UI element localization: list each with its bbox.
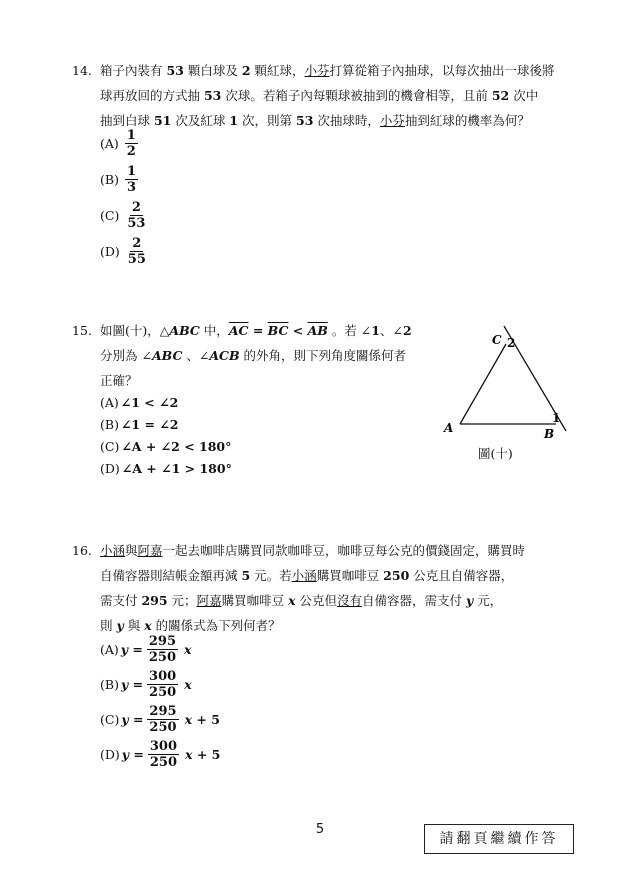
option-text: ∠A + ∠1 > 180° <box>121 461 232 476</box>
text-segment: 與 <box>125 543 138 558</box>
segment-ac: $\overline{AC}$ <box>228 323 249 338</box>
denominator: 250 <box>149 685 177 700</box>
option-d <box>100 456 232 481</box>
variable-x: x <box>184 712 193 727</box>
variable-x: x <box>185 747 193 762</box>
text-segment: 次及紅球 <box>171 113 230 128</box>
number-2: 2 <box>241 63 251 78</box>
text-segment: 抽到紅球的機率為何？ <box>404 113 530 128</box>
text-segment: 球再放回的方式抽 <box>100 88 204 103</box>
option-label: (B) <box>100 677 119 692</box>
question-text-line <box>100 343 406 368</box>
number-1: 1 <box>229 113 239 128</box>
angle-acb: ACB <box>209 348 240 363</box>
option-label: (A) <box>100 395 119 410</box>
fraction <box>147 704 178 735</box>
angle-label-2: 2 <box>507 336 516 350</box>
question-text-line <box>100 563 513 588</box>
person-name: 阿嘉 <box>196 593 222 608</box>
figure-caption: 圖(十) <box>478 446 513 461</box>
text-segment: 公克且自備容器， <box>409 568 514 583</box>
fraction <box>125 200 147 231</box>
text-segment: 打算從箱子內抽球，以每次抽出一球後將 <box>329 63 555 78</box>
text-segment: 如圖(十)，△ <box>100 323 170 338</box>
emphasis-no: 沒有 <box>337 593 363 608</box>
question-number: 14. <box>72 63 92 78</box>
denominator: 250 <box>149 720 177 735</box>
numerator: 295 <box>149 704 177 719</box>
fraction <box>147 669 178 700</box>
option-a <box>100 634 191 665</box>
denominator: 250 <box>149 755 178 770</box>
angle-label-1: 1 <box>552 411 561 425</box>
option-c <box>100 704 220 735</box>
question-text-line <box>100 108 530 133</box>
text-segment: 購買咖啡豆 <box>316 568 384 583</box>
text-segment: 抽到白球 <box>100 113 154 128</box>
segment-bc: $\overline{BC}$ <box>267 323 289 338</box>
text-segment: 、∠ <box>182 348 210 363</box>
side-ac <box>460 344 506 424</box>
option-label: (B) <box>100 172 119 187</box>
option-d <box>100 236 152 267</box>
equation-rhs <box>184 672 191 697</box>
angle-2: 2 <box>402 323 412 338</box>
angle-1: 1 <box>371 323 380 338</box>
option-label: (B) <box>100 417 119 432</box>
text-segment: 需支付 <box>100 593 142 608</box>
option-label: (C) <box>100 439 120 454</box>
number-52: 52 <box>491 88 510 103</box>
text-segment: 購買咖啡豆 <box>221 593 289 608</box>
equation-rhs <box>185 707 220 732</box>
fraction <box>148 739 179 770</box>
numerator: 2 <box>132 236 142 251</box>
numerator: 1 <box>126 128 136 143</box>
variable-y: y <box>116 618 124 633</box>
text-segment: 分別為 ∠ <box>100 348 152 363</box>
option-label: (A) <box>100 136 119 151</box>
option-text: ∠A + ∠2 < 180° <box>121 439 232 454</box>
equation-lhs: y = <box>121 712 144 727</box>
segment-ab: $\overline{AB}$ <box>307 323 328 338</box>
number-51: 51 <box>153 113 172 128</box>
option-b <box>100 164 142 195</box>
constant-term: + 5 <box>192 747 221 762</box>
option-d <box>100 739 220 770</box>
fraction <box>125 164 138 195</box>
numerator: 300 <box>149 669 177 684</box>
text-segment: 次，則第 <box>238 113 296 128</box>
text-segment: 一起去咖啡店購買同款咖啡豆，咖啡豆每公克的價錢固定，購買時 <box>162 543 526 558</box>
option-label: (D) <box>100 244 120 259</box>
fraction <box>147 634 178 665</box>
variable-x: x <box>144 618 152 633</box>
equation-lhs: y = <box>121 747 144 762</box>
variable-x: x <box>184 642 192 657</box>
denominator: 2 <box>126 144 136 159</box>
variable-y: y <box>466 593 474 608</box>
text-segment: 自備容器則結帳金額再減 <box>100 568 242 583</box>
numerator: 2 <box>131 200 141 215</box>
constant-term: + 5 <box>192 712 220 727</box>
text-segment: 元； <box>167 593 197 608</box>
text-segment: 公克但 <box>295 593 337 608</box>
text-segment: 次球。若箱子內每顆球被抽到的機會相等，且前 <box>221 88 492 103</box>
text-segment: 的外角，則下列角度關係何者 <box>239 348 407 363</box>
number-53: 53 <box>166 63 184 78</box>
question-text-line <box>100 83 538 108</box>
option-label: (C) <box>100 712 120 727</box>
text-segment: 的關係式為下列何者？ <box>151 618 281 633</box>
number-53: 53 <box>203 88 222 103</box>
equation-rhs <box>185 742 220 767</box>
option-text: ∠1 < ∠2 <box>120 395 179 410</box>
option-b <box>100 669 192 700</box>
option-text: ∠1 = ∠2 <box>120 417 179 432</box>
equation-lhs: y = <box>120 677 144 692</box>
person-name: 小芬 <box>304 63 330 78</box>
question-number: 16. <box>72 543 92 558</box>
text-segment: 顆白球及 <box>183 63 242 78</box>
person-name: 阿嘉 <box>137 543 163 558</box>
number-5: 5 <box>241 568 251 583</box>
text-segment: < <box>288 323 308 338</box>
option-label: (C) <box>100 208 120 223</box>
denominator: 250 <box>148 650 177 665</box>
number-250: 250 <box>383 568 410 583</box>
page-number: 5 <box>315 822 325 837</box>
question-text-line <box>100 318 412 343</box>
angle-abc: ABC <box>151 348 183 363</box>
text-segment: 則 <box>100 618 117 633</box>
equation-lhs: y = <box>120 642 143 657</box>
option-label: (D) <box>100 747 120 762</box>
denominator: 3 <box>126 180 136 195</box>
question-text-line <box>100 538 525 563</box>
option-label: (D) <box>100 461 120 476</box>
continue-notice: 請翻頁繼續作答 <box>424 824 574 854</box>
denominator: 53 <box>127 216 146 231</box>
vertex-label-c: C <box>492 333 502 347</box>
text-segment: = <box>248 323 268 338</box>
equation-rhs <box>184 637 191 662</box>
fraction <box>126 236 148 267</box>
question-text-line: 正確？ <box>100 373 138 388</box>
denominator: 55 <box>127 252 146 267</box>
vertex-label-a: A <box>444 421 454 435</box>
text-segment: 與 <box>123 618 145 633</box>
question-text-line <box>100 588 502 613</box>
text-segment: 中， <box>199 323 229 338</box>
fraction <box>125 128 138 159</box>
text-segment: 。若 ∠ <box>327 323 372 338</box>
text-segment: 次抽球時， <box>313 113 380 128</box>
numerator: 295 <box>148 634 177 649</box>
option-label: (A) <box>100 642 119 657</box>
text-segment: 自備容器，需支付 <box>362 593 466 608</box>
numerator: 1 <box>126 164 136 179</box>
person-name: 小涵 <box>100 543 126 558</box>
text-segment: 元。若 <box>250 568 292 583</box>
variable-x: x <box>288 593 296 608</box>
triangle-name: ABC <box>169 323 200 338</box>
option-a <box>100 128 142 159</box>
text-segment: 箱子內裝有 <box>100 63 167 78</box>
person-name: 小芬 <box>379 113 405 128</box>
question-text-line <box>100 58 555 83</box>
option-c <box>100 200 151 231</box>
text-segment: 次中 <box>509 88 539 103</box>
person-name: 小涵 <box>291 568 317 583</box>
question-number: 15. <box>72 323 92 338</box>
text-segment: 、∠ <box>379 323 403 338</box>
text-segment: 元， <box>473 593 503 608</box>
number-295: 295 <box>141 593 168 608</box>
variable-x: x <box>184 677 192 692</box>
numerator: 300 <box>149 739 178 754</box>
number-53: 53 <box>296 113 314 128</box>
text-segment: 顆紅球， <box>250 63 305 78</box>
vertex-label-b: B <box>544 427 555 441</box>
